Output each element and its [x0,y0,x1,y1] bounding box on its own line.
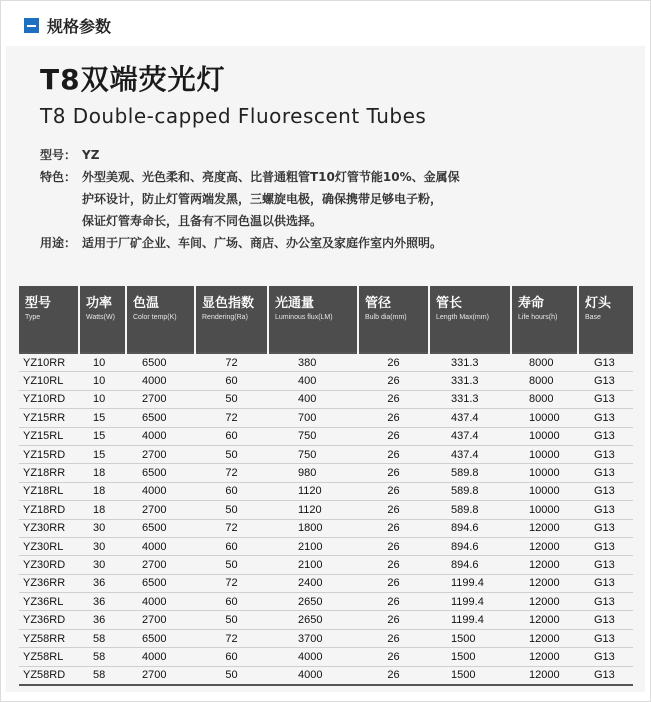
cell-life: 10000 [511,427,578,445]
cell-length: 894.6 [429,556,511,574]
cell-watts: 58 [79,648,126,666]
cell-type: YZ58RR [19,629,79,647]
cell-type: YZ30RL [19,537,79,555]
features-label: 特色： [40,170,77,184]
cell-life: 12000 [511,556,578,574]
cell-bulb-dia: 26 [358,390,429,408]
features-row [40,166,520,232]
cell-type: YZ36RR [19,574,79,592]
cell-base: G13 [578,501,633,519]
cell-luminous-flux: 4000 [268,666,358,685]
cell-length: 1199.4 [429,593,511,611]
table-row [19,482,633,500]
cell-rendering: 60 [195,593,268,611]
cell-color-temp: 2700 [126,611,195,629]
cell-bulb-dia: 26 [358,427,429,445]
cell-luminous-flux: 400 [268,390,358,408]
cell-bulb-dia: 26 [358,593,429,611]
cell-watts: 30 [79,519,126,537]
usage-label: 用途： [40,236,77,250]
column-header-luminous-flux: 光通量 Luminous flux(LM) [268,286,358,353]
column-header-bulb-dia: 管径 Bulb dia(mm) [358,286,429,353]
cell-bulb-dia: 26 [358,519,429,537]
cell-watts: 30 [79,556,126,574]
cell-bulb-dia: 26 [358,537,429,555]
cell-bulb-dia: 26 [358,372,429,390]
column-header-color-temp: 色温 Color temp(K) [126,286,195,353]
cell-length: 331.3 [429,372,511,390]
cell-rendering: 72 [195,409,268,427]
column-header-base: 灯头 Base [578,286,633,353]
cell-life: 12000 [511,537,578,555]
cell-luminous-flux: 700 [268,409,358,427]
features-line: 外型美观、光色柔和、亮度高、比普通粗管T10灯管节能10%、金属保 [82,170,460,184]
cell-rendering: 72 [195,519,268,537]
cell-life: 10000 [511,482,578,500]
column-header-length: 管长 Length Max(mm) [429,286,511,353]
cell-length: 437.4 [429,445,511,463]
cell-type: YZ58RL [19,648,79,666]
table-row [19,353,633,372]
cell-rendering: 50 [195,445,268,463]
usage-text: 适用于厂矿企业、车间、广场、商店、办公室及家庭作室内外照明。 [82,236,443,250]
cell-luminous-flux: 3700 [268,629,358,647]
cell-rendering: 50 [195,666,268,685]
cell-bulb-dia: 26 [358,648,429,666]
cell-base: G13 [578,537,633,555]
cell-type: YZ18RD [19,501,79,519]
features-line: 护环设计，防止灯管两端发黑，三螺旋电极，确保携带足够电子粉， [82,192,443,206]
cell-rendering: 60 [195,482,268,500]
cell-luminous-flux: 2100 [268,556,358,574]
cell-rendering: 50 [195,501,268,519]
table-row [19,556,633,574]
cell-color-temp: 4000 [126,482,195,500]
cell-watts: 15 [79,445,126,463]
cell-base: G13 [578,519,633,537]
cell-color-temp: 6500 [126,519,195,537]
table-row [19,593,633,611]
cell-color-temp: 2700 [126,666,195,685]
cell-type: YZ10RD [19,390,79,408]
cell-watts: 58 [79,666,126,685]
cell-length: 437.4 [429,409,511,427]
cell-rendering: 72 [195,629,268,647]
table-row [19,445,633,463]
cell-rendering: 72 [195,574,268,592]
cell-type: YZ10RR [19,353,79,372]
cell-rendering: 50 [195,390,268,408]
cell-type: YZ10RL [19,372,79,390]
column-header-watts: 功率 Watts(W) [79,286,126,353]
table-row [19,574,633,592]
cell-base: G13 [578,409,633,427]
table-header-row [19,286,633,353]
cell-color-temp: 4000 [126,372,195,390]
cell-bulb-dia: 26 [358,501,429,519]
cell-bulb-dia: 26 [358,409,429,427]
usage-row [40,232,520,254]
cell-length: 1500 [429,666,511,685]
cell-luminous-flux: 2650 [268,611,358,629]
product-title-en: T8 Double-capped Fluorescent Tubes [40,104,427,128]
cell-bulb-dia: 26 [358,629,429,647]
cell-type: YZ18RL [19,482,79,500]
cell-bulb-dia: 26 [358,445,429,463]
cell-base: G13 [578,611,633,629]
table-row [19,409,633,427]
table-body [19,353,633,685]
cell-life: 12000 [511,648,578,666]
cell-rendering: 50 [195,611,268,629]
cell-color-temp: 6500 [126,464,195,482]
cell-watts: 36 [79,574,126,592]
product-description [40,144,520,254]
cell-color-temp: 6500 [126,574,195,592]
cell-length: 437.4 [429,427,511,445]
cell-length: 589.8 [429,464,511,482]
cell-type: YZ18RR [19,464,79,482]
cell-rendering: 60 [195,372,268,390]
spec-table [19,286,633,686]
cell-base: G13 [578,427,633,445]
cell-type: YZ58RD [19,666,79,685]
cell-base: G13 [578,390,633,408]
cell-life: 12000 [511,629,578,647]
cell-length: 1199.4 [429,574,511,592]
column-header-rendering: 显色指数 Rendering(Ra) [195,286,268,353]
cell-luminous-flux: 400 [268,372,358,390]
cell-color-temp: 6500 [126,409,195,427]
cell-life: 12000 [511,574,578,592]
cell-luminous-flux: 750 [268,445,358,463]
cell-length: 1500 [429,629,511,647]
cell-base: G13 [578,482,633,500]
cell-bulb-dia: 26 [358,464,429,482]
cell-watts: 10 [79,372,126,390]
minus-square-icon[interactable] [24,18,39,33]
cell-color-temp: 2700 [126,501,195,519]
cell-length: 1500 [429,648,511,666]
column-header-life: 寿命 Life hours(h) [511,286,578,353]
cell-life: 12000 [511,666,578,685]
cell-life: 8000 [511,372,578,390]
table-row [19,629,633,647]
cell-luminous-flux: 980 [268,464,358,482]
cell-rendering: 60 [195,427,268,445]
cell-watts: 30 [79,537,126,555]
cell-watts: 18 [79,482,126,500]
column-header-type: 型号 Type [19,286,79,353]
cell-length: 589.8 [429,482,511,500]
cell-luminous-flux: 4000 [268,648,358,666]
cell-bulb-dia: 26 [358,482,429,500]
cell-life: 12000 [511,593,578,611]
model-value: YZ [82,148,100,162]
cell-base: G13 [578,574,633,592]
cell-bulb-dia: 26 [358,353,429,372]
cell-color-temp: 2700 [126,556,195,574]
cell-length: 894.6 [429,537,511,555]
cell-base: G13 [578,593,633,611]
cell-watts: 10 [79,390,126,408]
table-row [19,537,633,555]
table-row [19,427,633,445]
cell-color-temp: 4000 [126,593,195,611]
cell-luminous-flux: 1120 [268,482,358,500]
section-title: 规格参数 [47,17,112,36]
table-row [19,666,633,685]
cell-watts: 15 [79,427,126,445]
cell-length: 331.3 [429,390,511,408]
section-header[interactable] [24,14,111,37]
cell-luminous-flux: 2100 [268,537,358,555]
cell-type: YZ15RL [19,427,79,445]
cell-rendering: 72 [195,353,268,372]
cell-bulb-dia: 26 [358,611,429,629]
cell-color-temp: 2700 [126,445,195,463]
cell-life: 10000 [511,501,578,519]
cell-watts: 58 [79,629,126,647]
cell-rendering: 72 [195,464,268,482]
cell-type: YZ36RD [19,611,79,629]
cell-life: 10000 [511,409,578,427]
cell-type: YZ30RD [19,556,79,574]
cell-life: 8000 [511,390,578,408]
product-title-cn: T8双端荧光灯 [40,63,226,96]
cell-color-temp: 4000 [126,648,195,666]
cell-rendering: 60 [195,648,268,666]
cell-life: 10000 [511,445,578,463]
cell-bulb-dia: 26 [358,556,429,574]
cell-luminous-flux: 750 [268,427,358,445]
cell-length: 894.6 [429,519,511,537]
table-row [19,648,633,666]
cell-base: G13 [578,556,633,574]
table-row [19,464,633,482]
cell-color-temp: 6500 [126,629,195,647]
cell-color-temp: 4000 [126,537,195,555]
cell-base: G13 [578,445,633,463]
model-label: 型号： [40,148,77,162]
cell-base: G13 [578,464,633,482]
cell-watts: 18 [79,464,126,482]
cell-luminous-flux: 2400 [268,574,358,592]
features-line: 保证灯管寿命长，且备有不同色温以供选择。 [82,214,323,228]
table-row [19,611,633,629]
cell-watts: 36 [79,593,126,611]
cell-rendering: 60 [195,537,268,555]
features-text [82,166,520,232]
table-row [19,372,633,390]
cell-life: 12000 [511,611,578,629]
cell-life: 12000 [511,519,578,537]
cell-type: YZ36RL [19,593,79,611]
cell-luminous-flux: 2650 [268,593,358,611]
cell-watts: 36 [79,611,126,629]
cell-color-temp: 6500 [126,353,195,372]
cell-base: G13 [578,629,633,647]
cell-luminous-flux: 1120 [268,501,358,519]
cell-length: 331.3 [429,353,511,372]
cell-rendering: 50 [195,556,268,574]
cell-watts: 10 [79,353,126,372]
cell-luminous-flux: 1800 [268,519,358,537]
cell-bulb-dia: 26 [358,574,429,592]
cell-base: G13 [578,372,633,390]
cell-life: 8000 [511,353,578,372]
cell-type: YZ30RR [19,519,79,537]
model-row [40,144,520,166]
cell-bulb-dia: 26 [358,666,429,685]
cell-luminous-flux: 380 [268,353,358,372]
table-row [19,519,633,537]
cell-color-temp: 4000 [126,427,195,445]
cell-watts: 18 [79,501,126,519]
cell-watts: 15 [79,409,126,427]
cell-base: G13 [578,353,633,372]
cell-base: G13 [578,666,633,685]
cell-type: YZ15RR [19,409,79,427]
cell-color-temp: 2700 [126,390,195,408]
cell-base: G13 [578,648,633,666]
cell-type: YZ15RD [19,445,79,463]
cell-length: 1199.4 [429,611,511,629]
cell-life: 10000 [511,464,578,482]
cell-length: 589.8 [429,501,511,519]
table-row [19,501,633,519]
table-row [19,390,633,408]
